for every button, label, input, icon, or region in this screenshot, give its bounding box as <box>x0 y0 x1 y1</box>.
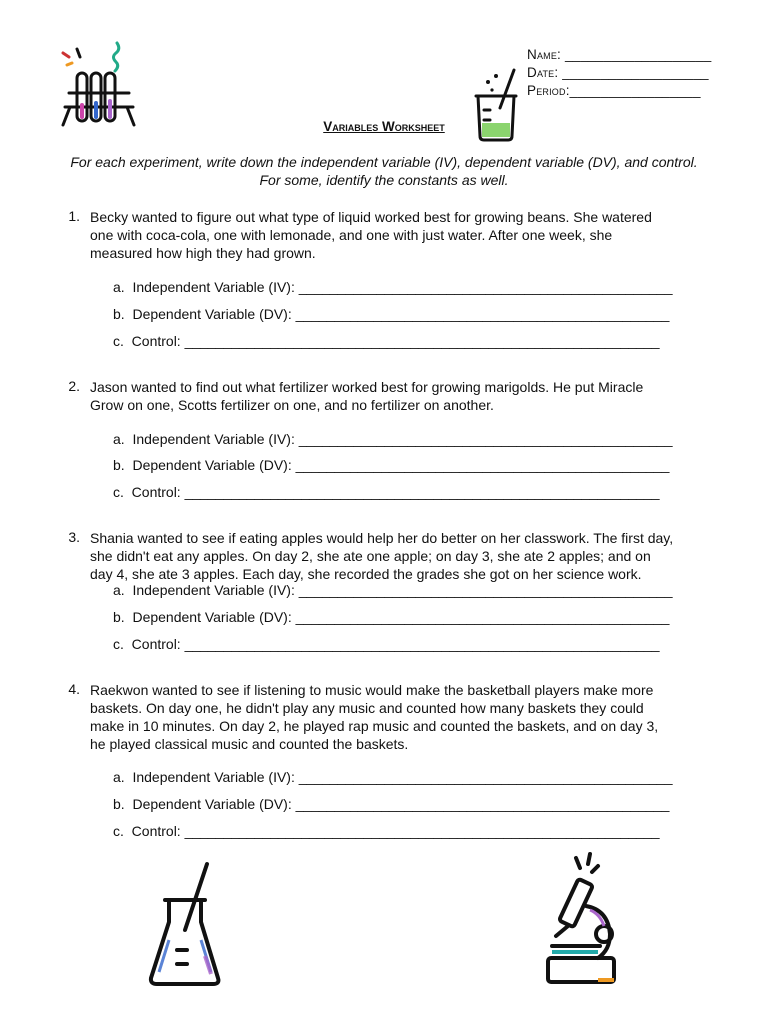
question-line: Becky wanted to figure out what type of liquid worked best for growing beans. She watered <box>90 209 652 225</box>
iv-answer-line[interactable]: a. Independent Variable (IV): ________________________________________________ <box>113 769 673 785</box>
instructions-line-2: For some, identify the constants as well. <box>259 172 509 188</box>
question-line: he played classical music and counted the baskets. <box>90 736 409 752</box>
question-number: 3. <box>68 529 80 545</box>
iv-answer-line[interactable]: a. Independent Variable (IV): ________________________________________________ <box>113 582 673 598</box>
date-field[interactable]: Date: ___________________ <box>527 65 709 80</box>
question-line: make in 10 minutes. On day 2, he played rap music and counted the baskets, and on day 3, <box>90 718 659 734</box>
question-line: she didn't eat any apples. On day 2, she ate one apple; on day 3, she ate 2 apples; and on <box>90 548 651 564</box>
dv-answer-line[interactable]: b. Dependent Variable (DV): ________________________________________________ <box>113 457 670 473</box>
control-answer-line[interactable]: c. Control: _____________________________________________________________ <box>113 484 660 500</box>
question-number: 1. <box>68 208 80 224</box>
question-line: Jason wanted to find out what fertilizer worked best for growing marigolds. He put Miracle <box>90 379 644 395</box>
name-field[interactable]: Name: ___________________ <box>527 47 712 62</box>
question-line: baskets. On day one, he didn't play any music and counted how many baskets they could <box>90 700 644 716</box>
question-line: Raekwon wanted to see if listening to music would make the basketball players make more <box>90 682 654 698</box>
test-tubes-icon <box>55 35 140 130</box>
question-line: measured how high they had grown. <box>90 245 316 261</box>
question-line: Shania wanted to see if eating apples would help her do better on her classwork. The first day, <box>90 530 674 546</box>
question-line: one with coca-cola, one with lemonade, and one with just water. After one week, she <box>90 227 613 243</box>
control-answer-line[interactable]: c. Control: _____________________________________________________________ <box>113 823 660 839</box>
microscope-icon <box>538 850 628 990</box>
instructions-line-1: For each experiment, write down the independent variable (IV), dependent variable (DV), and control. <box>70 154 698 170</box>
flask-icon <box>145 860 225 990</box>
dv-answer-line[interactable]: b. Dependent Variable (DV): ________________________________________________ <box>113 306 670 322</box>
question-line: Grow on one, Scotts fertilizer on one, and no fertilizer on another. <box>90 397 494 413</box>
dv-answer-line[interactable]: b. Dependent Variable (DV): ________________________________________________ <box>113 796 670 812</box>
question-line: day 4, she ate 3 apples. Each day, she recorded the grades she got on her science work. <box>90 566 642 582</box>
question-text <box>90 378 643 414</box>
worksheet-title: Variables Worksheet <box>323 119 445 134</box>
iv-answer-line[interactable]: a. Independent Variable (IV): ________________________________________________ <box>113 431 673 447</box>
question-text <box>90 681 658 753</box>
question-number: 2. <box>68 378 80 394</box>
iv-answer-line[interactable]: a. Independent Variable (IV): ________________________________________________ <box>113 279 673 295</box>
question-text <box>90 529 673 583</box>
question-text <box>90 208 652 262</box>
dv-answer-line[interactable]: b. Dependent Variable (DV): ________________________________________________ <box>113 609 670 625</box>
question-number: 4. <box>68 681 80 697</box>
period-field[interactable]: Period:_________________ <box>527 83 701 98</box>
control-answer-line[interactable]: c. Control: _____________________________________________________________ <box>113 333 660 349</box>
control-answer-line[interactable]: c. Control: _____________________________________________________________ <box>113 636 660 652</box>
